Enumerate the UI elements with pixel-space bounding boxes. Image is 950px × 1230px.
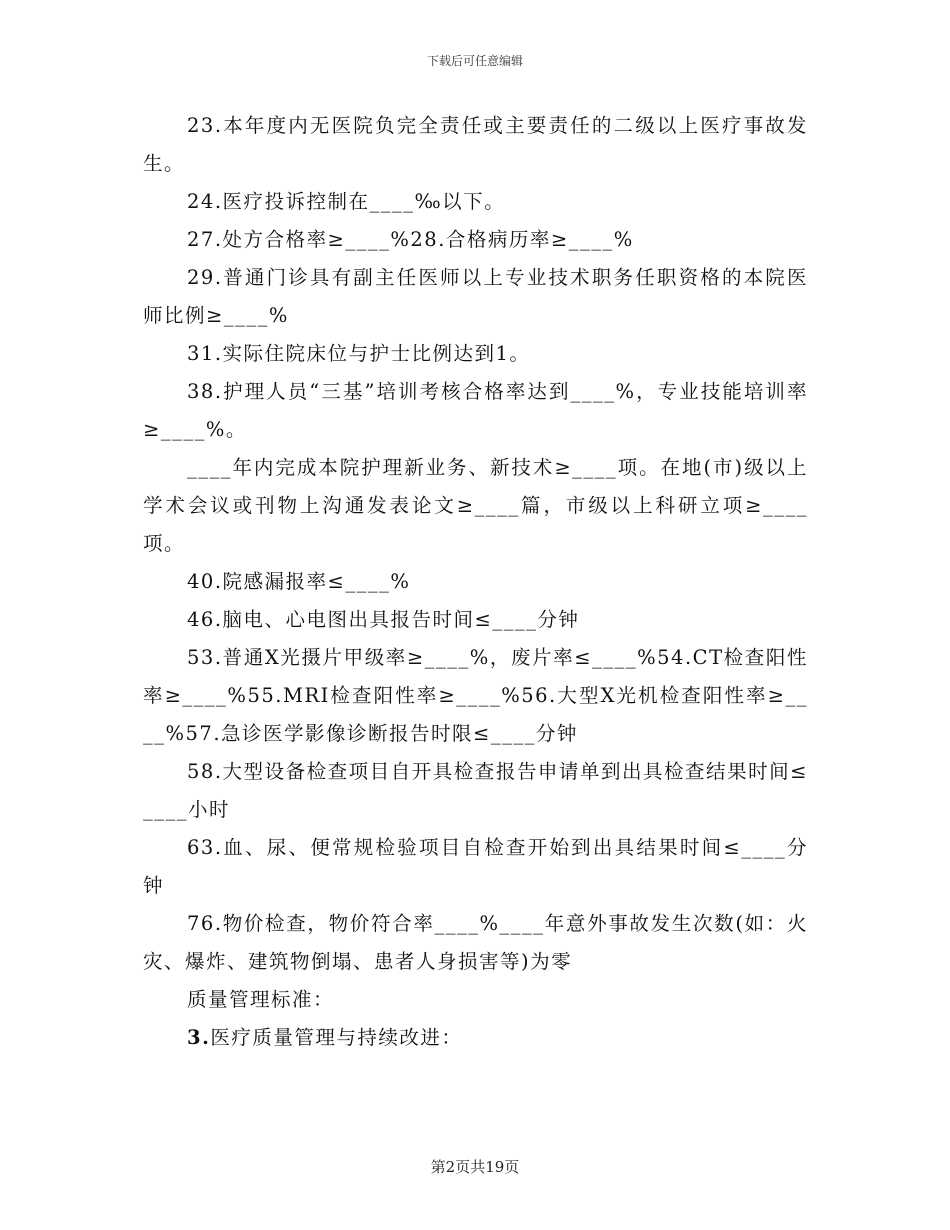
paragraph-item-29: 29.普通门诊具有副主任医师以上专业技术职务任职资格的本院医师比例≥____% — [143, 266, 808, 327]
paragraph-item-27-28: 27.处方合格率≥____%28.合格病历率≥____% — [187, 228, 634, 251]
paragraph-item-40: 40.院感漏报率≤____% — [187, 570, 411, 593]
paragraph-item-46: 46.脑电、心电图出具报告时间≤____分钟 — [187, 608, 580, 631]
section-heading-number: 3. — [187, 1026, 211, 1049]
document-body — [143, 107, 808, 1057]
paragraph-item-24: 24.医疗投诉控制在____‰以下。 — [187, 190, 506, 213]
section-heading-text: 医疗质量管理与持续改进： — [210, 1026, 463, 1049]
paragraph-item-38: 38.护理人员“三基”培训考核合格率达到____%，专业技能培训率≥____%。 — [143, 380, 808, 441]
page-footer: 第2页共19页 — [430, 1158, 520, 1176]
paragraph-item-53-57: 53.普通X光摄片甲级率≥____%，废片率≤____%54.CT检查阳性率≥____%55.MRI检查阳性率≥____%56.大型X光机检查阳性率≥____%57.急诊医学影像诊断报告时限≤____分钟 — [143, 646, 808, 745]
paragraph-item-31: 31.实际住院床位与护士比例达到1。 — [187, 342, 531, 365]
paragraph-quality-standard: 质量管理标准： — [187, 988, 335, 1011]
section-heading — [143, 1019, 808, 1057]
paragraph-item-76: 76.物价检查，物价符合率____%____年意外事故发生次数(如：火灾、爆炸、建筑物倒塌、患者人身损害等)为零 — [143, 912, 808, 973]
paragraph-item-63: 63.血、尿、便常规检验项目自检查开始到出具结果时间≤____分钟 — [143, 836, 808, 897]
paragraph-item-58: 58.大型设备检查项目自开具检查报告申请单到出具检查结果时间≤____小时 — [143, 760, 808, 821]
paragraph-nursing-research: ____年内完成本院护理新业务、新技术≥____项。在地(市)级以上学术会议或刊物上沟通发表论文≥____篇，市级以上科研立项≥____项。 — [143, 456, 808, 555]
paragraph-item-23: 23.本年度内无医院负完全责任或主要责任的二级以上医疗事故发生。 — [143, 114, 808, 175]
page-header: 下载后可任意编辑 — [426, 54, 523, 68]
